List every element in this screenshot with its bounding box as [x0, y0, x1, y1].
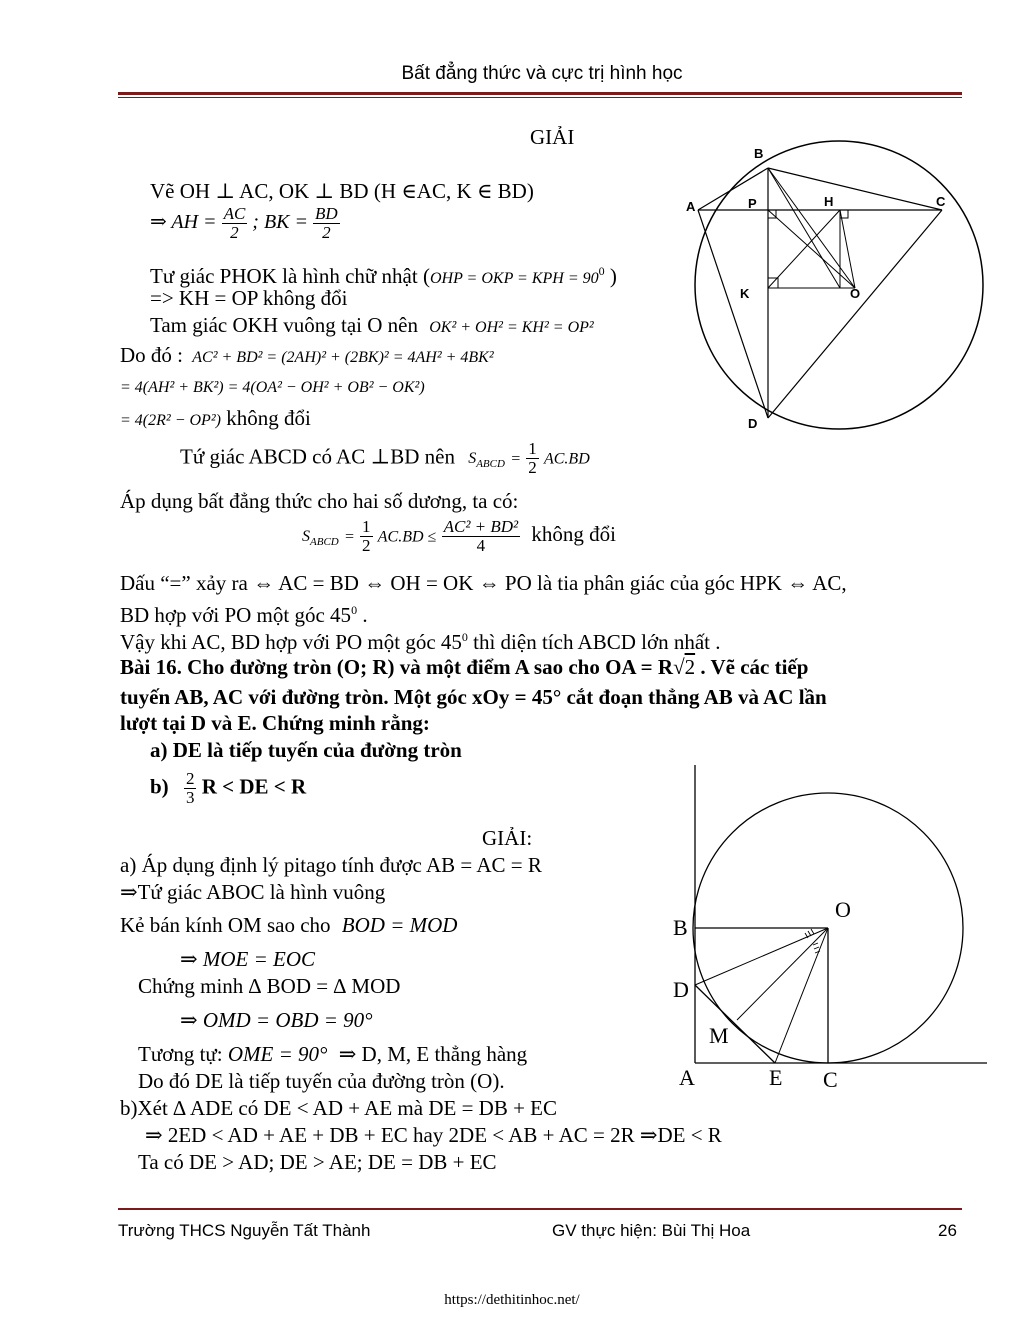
solution2-l4: ⇒ MOE = EOC [180, 947, 316, 971]
solution1-line14: Vậy khi AC, BD hợp với PO một góc $45^0$ thì diện tích ABCD lớn nhất . [120, 630, 721, 654]
solution1-line9: Tứ giác ABCD có AC ⊥BD nên $S_{ABCD}$ = $\frac{1}{2}$ AC.BD [180, 439, 590, 477]
fig2-label-B: B [673, 915, 688, 940]
problem16-item-b: b) $\frac{2}{3}$ R < DE < R [150, 769, 307, 807]
solution1-line2: ⇒ AH = $\frac{AC}{2}$ ; BK = $\frac{BD}{2}$ [150, 204, 338, 242]
fig1-label-P: P [748, 196, 757, 211]
footer-school: Trường THCS Nguyễn Tất Thành [118, 1221, 371, 1240]
solution2-l9: b)Xét ∆ ADE có DE < AD + AE mà DE = DB + EC [120, 1096, 558, 1120]
fig1-label-O: O [850, 286, 861, 301]
fig2-label-E: E [769, 1065, 783, 1090]
solution2-l11: Ta có DE > AD; DE > AE; DE = DB + EC [138, 1150, 497, 1174]
solution1-line1: Vẽ OH ⊥ AC, OK ⊥ BD (H ∈AC, K ∈ BD) [150, 179, 534, 203]
solution1-line6: Do đó : AC² + BD² = (2AH)² + (2BK)² = 4AH² + 4BK² [120, 343, 494, 367]
fig1-label-A: A [686, 199, 696, 214]
fig2-label-O: O [835, 897, 851, 922]
header-rule-thin [118, 97, 962, 98]
solution2-heading: GIẢI: [482, 826, 533, 850]
solution1-heading: GIẢI [530, 125, 575, 149]
page-header-title: Bất đẳng thức và cực trị hình học [401, 63, 683, 84]
solution2-l3: Kẻ bán kính OM sao cho BOD = MOD [120, 913, 458, 937]
figure2-square-circle [665, 765, 995, 1095]
footer-teacher: GV thực hiện: Bùi Thị Hoa [552, 1221, 751, 1240]
problem16-line3: lượt tại D và E. Chứng minh rằng: [120, 711, 430, 735]
solution1-line13: BD hợp với PO một góc $45^0$ . [120, 603, 368, 627]
fig2-label-C: C [823, 1067, 838, 1092]
solution1-line7: = 4(AH² + BK²) = 4(OA² − OH² + OB² − OK²) [120, 379, 425, 396]
solution2-l2: ⇒Tứ giác ABOC là hình vuông [120, 880, 386, 904]
header-rule [118, 92, 962, 95]
solution2-l6: ⇒ OMD = OBD = 90° [180, 1008, 373, 1032]
figure1-circle-quadrilateral [686, 138, 990, 438]
solution2-l1: a) Áp dụng định lý pitago tính được AB = AC = R [120, 853, 542, 877]
fig2-label-A: A [679, 1065, 695, 1090]
problem16-line2: tuyến AB, AC với đường tròn. Một góc xOy = 45° cắt đoạn thẳng AB và AC lần [120, 685, 827, 709]
solution2-l7: Tương tự: OME = 90° ⇒ D, M, E thẳng hàng [138, 1042, 528, 1066]
problem16-item-a: a) DE là tiếp tuyến của đường tròn [150, 738, 462, 762]
solution2-l10: ⇒ 2ED < AD + AE + DB + EC hay 2DE < AB + AC = 2R ⇒DE < R [145, 1123, 722, 1147]
footer-page-number: 26 [938, 1221, 957, 1240]
fig2-label-D: D [673, 977, 689, 1002]
footer-rule [118, 1208, 962, 1210]
fig1-label-C: C [936, 194, 946, 209]
solution2-l5: Chứng minh ∆ BOD = ∆ MOD [138, 974, 401, 998]
fig1-label-H: H [824, 194, 834, 209]
solution1-line3: Tư giác PHOK là hình chữ nhật (OHP = OKP = KPH = $90^0$ ) [150, 264, 617, 288]
solution1-line5: Tam giác OKH vuông tại O nên OK² + OH² = KH² = OP² [150, 313, 594, 337]
fig2-label-M: M [709, 1023, 729, 1048]
solution1-line4: => KH = OP không đổi [150, 286, 348, 310]
fig1-label-B: B [754, 146, 764, 161]
footer-url-link[interactable]: https://dethitinhoc.net/ [444, 1292, 580, 1308]
solution1-line8: = 4(2R² − OP²) không đổi [120, 406, 311, 430]
solution1-line12: Dấu “=” xảy ra ⇔ AC = BD ⇔ OH = OK ⇔ PO là tia phân giác của góc HPK ⇔ AC, [120, 571, 847, 595]
fig1-label-D: D [748, 416, 758, 431]
solution1-line10: Áp dụng bất đẳng thức cho hai số dương, ta có: [120, 489, 519, 513]
solution2-l8: Do đó DE là tiếp tuyến của đường tròn (O). [138, 1069, 505, 1093]
fig1-label-K: K [740, 286, 750, 301]
solution1-line11: $S_{ABCD}$ = $\frac{1}{2}$ AC.BD ≤ $\frac{\text{AC² + BD²}}{4}$ không đổi [302, 517, 616, 555]
problem16-line1: Bài 16. Cho đường tròn (O; R) và một điểm A sao cho OA = R√2 . Vẽ các tiếp [120, 655, 809, 679]
